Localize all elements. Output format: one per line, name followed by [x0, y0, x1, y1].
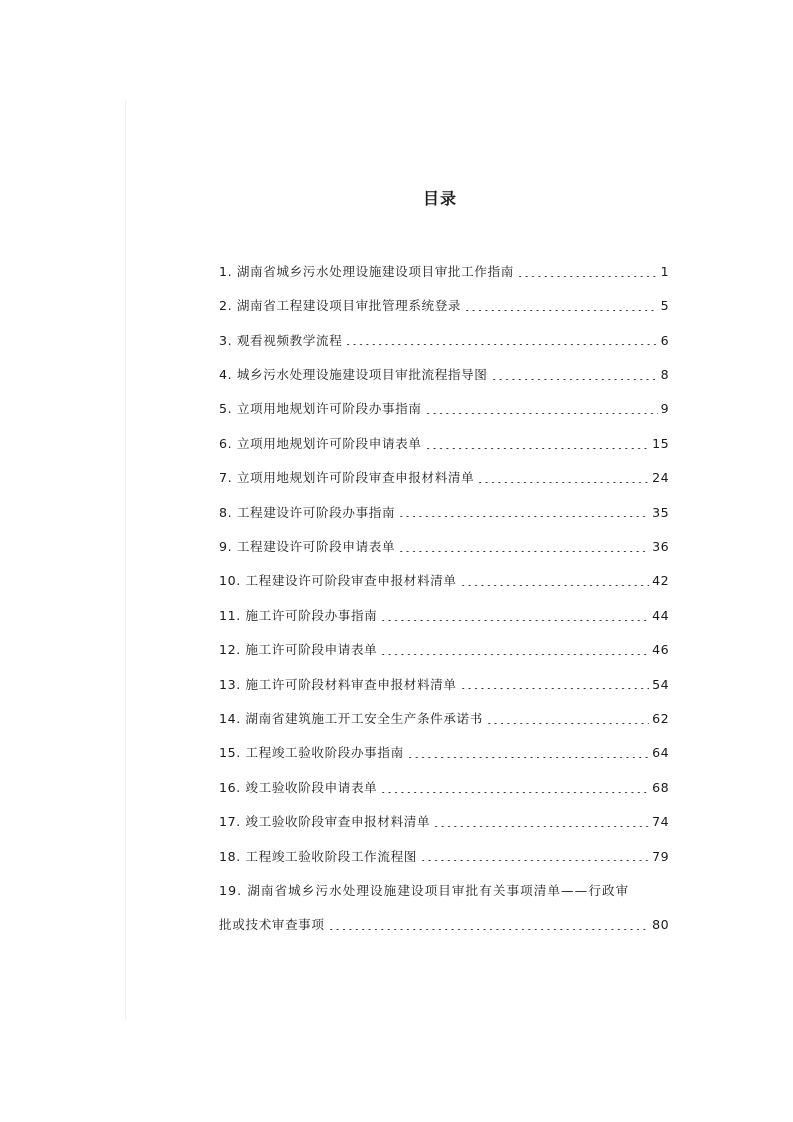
toc-page-number: 54 — [652, 676, 669, 692]
dot-leader — [328, 929, 650, 930]
toc-entry[interactable] — [219, 324, 669, 358]
toc-entry-text: 13. 施工许可阶段材料审查申报材料清单 — [219, 676, 457, 692]
dot-leader — [433, 826, 649, 827]
toc-page-number: 1 — [660, 263, 669, 279]
toc-entry-text: 12. 施工许可阶段申请表单 — [219, 642, 378, 658]
dot-leader — [486, 723, 649, 724]
page-edge — [125, 100, 126, 1020]
dot-leader — [380, 792, 649, 793]
dot-leader — [398, 516, 649, 517]
toc-entry-line-2[interactable] — [219, 908, 669, 942]
toc-entry[interactable] — [219, 530, 669, 564]
toc-entry-text: 6. 立项用地规划许可阶段申请表单 — [219, 435, 422, 451]
toc-page-number: 36 — [652, 539, 669, 555]
toc-entry-text: 17. 竣工验收阶段审查申报材料清单 — [219, 814, 431, 830]
toc-entry[interactable] — [219, 668, 669, 702]
dot-leader — [517, 276, 658, 277]
dot-leader — [460, 585, 650, 586]
dot-leader — [380, 654, 649, 655]
toc-entry[interactable] — [219, 702, 669, 736]
toc-entry-text: 7. 立项用地规划许可阶段审查申报材料清单 — [219, 470, 475, 486]
toc-entry[interactable] — [219, 771, 669, 805]
dot-leader — [380, 620, 649, 621]
dot-leader — [420, 860, 649, 861]
toc-entry[interactable] — [219, 599, 669, 633]
dot-leader — [425, 413, 658, 414]
toc-entry[interactable] — [219, 736, 669, 770]
toc-page-number: 46 — [652, 642, 669, 658]
toc-page-number: 62 — [652, 710, 669, 726]
toc-entry-text: 11. 施工许可阶段办事指南 — [219, 607, 378, 623]
toc-entry-text: 14. 湖南省建筑施工开工安全生产条件承诺书 — [219, 710, 483, 726]
toc-entry-text: 15. 工程竣工验收阶段办事指南 — [219, 745, 404, 761]
toc-entry[interactable] — [219, 496, 669, 530]
dot-leader — [460, 688, 650, 689]
toc-entry-text: 1. 湖南省城乡污水处理设施建设项目审批工作指南 — [219, 263, 514, 279]
toc-page-number: 24 — [652, 470, 669, 486]
toc-entry[interactable] — [219, 358, 669, 392]
toc-entry[interactable] — [219, 840, 669, 874]
toc-page-number: 79 — [652, 848, 669, 864]
toc-entry-text: 9. 工程建设许可阶段申请表单 — [219, 539, 396, 555]
toc-entry[interactable] — [219, 565, 669, 599]
toc-page-number: 8 — [660, 367, 669, 383]
toc-entry[interactable] — [219, 461, 669, 495]
toc-entry[interactable] — [219, 633, 669, 667]
toc-entry-text: 19. 湖南省城乡污水处理设施建设项目审批有关事项清单——行政审 — [219, 882, 630, 898]
dot-leader — [345, 344, 657, 345]
toc-entry-text: 5. 立项用地规划许可阶段办事指南 — [219, 401, 422, 417]
toc-page-number: 74 — [652, 814, 669, 830]
toc-entry[interactable] — [219, 255, 669, 289]
toc-entry-text: 10. 工程建设许可阶段审查申报材料清单 — [219, 573, 457, 589]
toc-entry[interactable] — [219, 289, 669, 323]
toc-page-number: 44 — [652, 607, 669, 623]
dot-leader — [464, 310, 657, 311]
table-of-contents — [219, 255, 669, 943]
toc-page-number: 9 — [660, 401, 669, 417]
toc-page-number: 64 — [652, 745, 669, 761]
dot-leader — [398, 551, 649, 552]
toc-entry-text: 2. 湖南省工程建设项目审批管理系统登录 — [219, 298, 462, 314]
toc-entry-text: 16. 竣工验收阶段申请表单 — [219, 779, 378, 795]
page-title: 目录 — [422, 189, 457, 208]
toc-page-number: 6 — [660, 332, 669, 348]
toc-page-number: 15 — [652, 435, 669, 451]
toc-entry[interactable] — [219, 427, 669, 461]
toc-entry-text: 3. 观看视频教学流程 — [219, 332, 343, 348]
toc-entry-text: 4. 城乡污水处理设施建设项目审批流程指导图 — [219, 367, 488, 383]
dot-leader — [425, 448, 650, 449]
toc-page-number: 80 — [652, 917, 669, 933]
toc-entry[interactable] — [219, 393, 669, 427]
toc-entry-text: 18. 工程竣工验收阶段工作流程图 — [219, 848, 417, 864]
toc-page-number: 5 — [660, 298, 669, 314]
toc-entry-text: 8. 工程建设许可阶段办事指南 — [219, 504, 396, 520]
dot-leader — [477, 482, 649, 483]
toc-entry[interactable] — [219, 805, 669, 839]
toc-page-number: 68 — [652, 779, 669, 795]
toc-page-number: 35 — [652, 504, 669, 520]
toc-entry-line-1[interactable] — [219, 874, 669, 908]
dot-leader — [407, 757, 649, 758]
toc-page-number: 42 — [652, 573, 669, 589]
toc-entry-text-continued: 批或技术审查事项 — [219, 917, 325, 933]
dot-leader — [491, 379, 658, 380]
